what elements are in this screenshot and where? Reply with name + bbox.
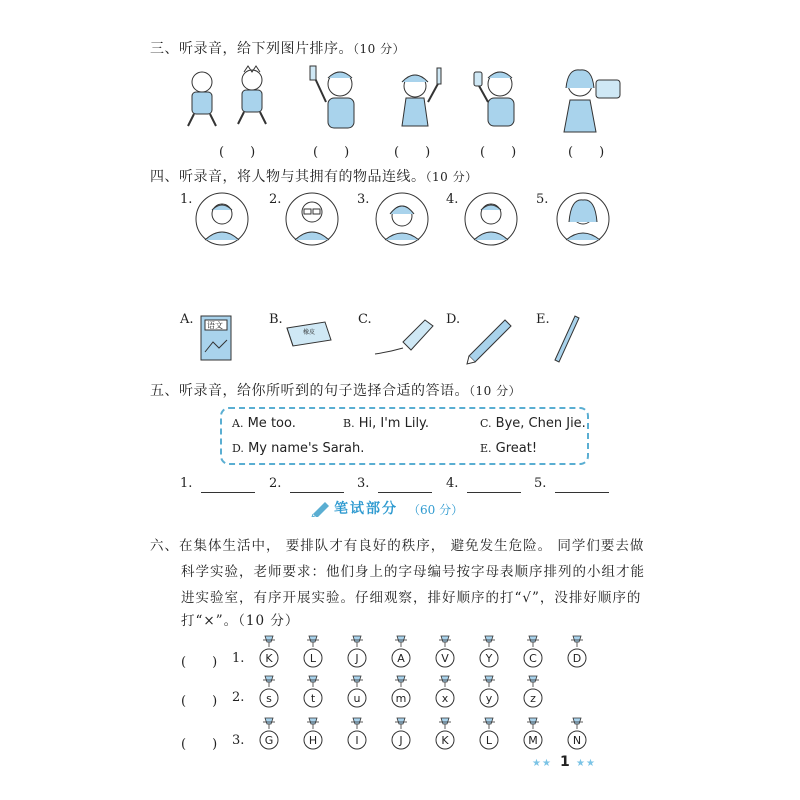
letter-balloon xyxy=(522,634,544,672)
pen-icon xyxy=(555,316,579,362)
balloon-letter: J xyxy=(399,734,403,747)
answer-2-blank[interactable] xyxy=(290,491,344,493)
section-4-portraits xyxy=(195,190,615,250)
section-6-line-2: 科学实验，老师要求：他们身上的字母编号按字母表顺序排列的小组才能 xyxy=(181,564,645,580)
item-a-letter: A. xyxy=(180,312,194,327)
letter-balloon xyxy=(346,634,368,672)
person-2-number: 2. xyxy=(269,192,282,207)
option-e: E. Great! xyxy=(480,441,538,456)
item-e-letter: E. xyxy=(536,312,550,327)
option-d: D. My name's Sarah. xyxy=(232,441,365,456)
answer-3-blank[interactable] xyxy=(378,491,432,493)
picture-3-girl-pencil xyxy=(402,68,441,126)
picture-1-paren[interactable]: ( ) xyxy=(219,145,256,160)
answer-5-blank[interactable] xyxy=(555,491,609,493)
page-number: 1 xyxy=(560,754,570,770)
letter-balloon xyxy=(390,634,412,672)
letter-balloon xyxy=(522,716,544,754)
letter-balloon xyxy=(302,674,324,712)
letter-balloon xyxy=(258,634,280,672)
letter-balloon xyxy=(566,634,588,672)
balloon-letter: M xyxy=(528,734,538,747)
book-label: 语文 xyxy=(207,321,223,330)
picture-1-two-boys xyxy=(188,66,266,126)
answer-1-number: 1. xyxy=(180,476,193,491)
letter-balloon xyxy=(434,674,456,712)
letter-balloon xyxy=(478,634,500,672)
balloon-letter: L xyxy=(485,734,493,747)
section-4-title: 四、听录音，将人物与其拥有的物品连线。（10 分） xyxy=(150,169,478,185)
letter-balloon xyxy=(434,716,456,754)
balloon-letter: K xyxy=(441,734,449,747)
section-6-line-3: 进实验室，有序开展实验。仔细观察，排好顺序的打“√”，没排好顺序的 xyxy=(181,590,642,606)
stars-left: ★★ xyxy=(532,758,552,769)
option-b: B. Hi, I'm Lily. xyxy=(343,416,430,431)
balloon-letter: A xyxy=(397,652,405,665)
balloon-letter: H xyxy=(308,734,318,747)
answer-1-blank[interactable] xyxy=(201,491,255,493)
balloon-letter: G xyxy=(264,734,274,747)
item-d-letter: D. xyxy=(446,312,461,327)
answer-2-number: 2. xyxy=(269,476,282,491)
balloon-letter: y xyxy=(485,692,493,705)
answer-5-number: 5. xyxy=(534,476,547,491)
balloon-letter: I xyxy=(355,734,359,747)
row-1-paren[interactable]: ( ) xyxy=(181,655,218,670)
answer-4-blank[interactable] xyxy=(467,491,521,493)
balloon-letter: D xyxy=(572,652,582,665)
row-2-number: 2. xyxy=(232,690,245,705)
balloon-letter: J xyxy=(355,652,359,665)
answer-4-number: 4. xyxy=(446,476,459,491)
row-3-paren[interactable]: ( ) xyxy=(181,737,218,752)
letter-balloon xyxy=(522,674,544,712)
letter-balloon xyxy=(478,716,500,754)
letter-balloon xyxy=(390,716,412,754)
option-c: C. Bye, Chen Jie. xyxy=(480,416,586,431)
person-3-number: 3. xyxy=(357,192,370,207)
section-4-items xyxy=(195,312,595,368)
section-6-line-4: 打“×”。（10 分） xyxy=(181,613,300,629)
answer-3-number: 3. xyxy=(357,476,370,491)
item-c-letter: C. xyxy=(358,312,372,327)
balloon-letter: u xyxy=(353,692,361,705)
portrait-2 xyxy=(286,193,338,245)
section-3-title: 三、听录音，给下列图片排序。（10 分） xyxy=(150,41,406,57)
section-5-title: 五、听录音，给你所听到的句子选择合适的答语。（10 分） xyxy=(150,383,522,399)
section-6-line-1: 六、在集体生活中， 要排队才有良好的秩序， 避免发生危险。 同学们要去做 xyxy=(150,538,645,554)
portrait-5 xyxy=(557,193,609,245)
row-1-number: 1. xyxy=(232,651,245,666)
balloon-letter: V xyxy=(441,652,449,665)
picture-4-boy-glue xyxy=(474,72,514,126)
letter-balloon xyxy=(346,716,368,754)
picture-4-paren[interactable]: ( ) xyxy=(480,145,517,160)
balloon-letter: m xyxy=(395,692,407,705)
portrait-3 xyxy=(376,193,428,245)
balloon-letter: x xyxy=(441,692,449,705)
letter-balloon xyxy=(346,674,368,712)
balloon-letter: K xyxy=(265,652,273,665)
balloon-letter: L xyxy=(309,652,317,665)
picture-3-paren[interactable]: ( ) xyxy=(394,145,431,160)
letter-balloon xyxy=(566,716,588,754)
balloon-letter: N xyxy=(572,734,582,747)
letter-balloon xyxy=(434,634,456,672)
letter-balloon xyxy=(478,674,500,712)
person-5-number: 5. xyxy=(536,192,549,207)
pencil-icon xyxy=(310,499,332,517)
picture-5-girl-box xyxy=(564,70,620,132)
picture-2-paren[interactable]: ( ) xyxy=(313,145,350,160)
letter-balloon xyxy=(302,716,324,754)
letter-balloon xyxy=(390,674,412,712)
row-3-number: 3. xyxy=(232,733,245,748)
item-b-letter: B. xyxy=(269,312,283,327)
picture-5-paren[interactable]: ( ) xyxy=(568,145,605,160)
person-4-number: 4. xyxy=(446,192,459,207)
option-a: A. Me too. xyxy=(232,416,296,431)
portrait-1 xyxy=(196,193,248,245)
eraser-label: 橡皮 xyxy=(303,329,316,336)
glue-icon xyxy=(375,320,433,354)
section-3-pictures xyxy=(180,62,640,140)
balloon-letter: C xyxy=(529,652,537,665)
letter-balloon xyxy=(258,674,280,712)
person-1-number: 1. xyxy=(180,192,193,207)
pencil-icon xyxy=(467,320,511,364)
picture-2-boy-crayon xyxy=(310,66,354,128)
letter-balloon xyxy=(302,634,324,672)
balloon-letter: t xyxy=(310,692,316,705)
row-2-paren[interactable]: ( ) xyxy=(181,694,218,709)
balloon-letter: Y xyxy=(485,652,493,665)
balloon-letter: s xyxy=(266,692,272,705)
stars-right: ★★ xyxy=(576,758,596,769)
balloon-letter: z xyxy=(530,692,536,705)
portrait-4 xyxy=(465,193,517,245)
letter-balloon xyxy=(258,716,280,754)
